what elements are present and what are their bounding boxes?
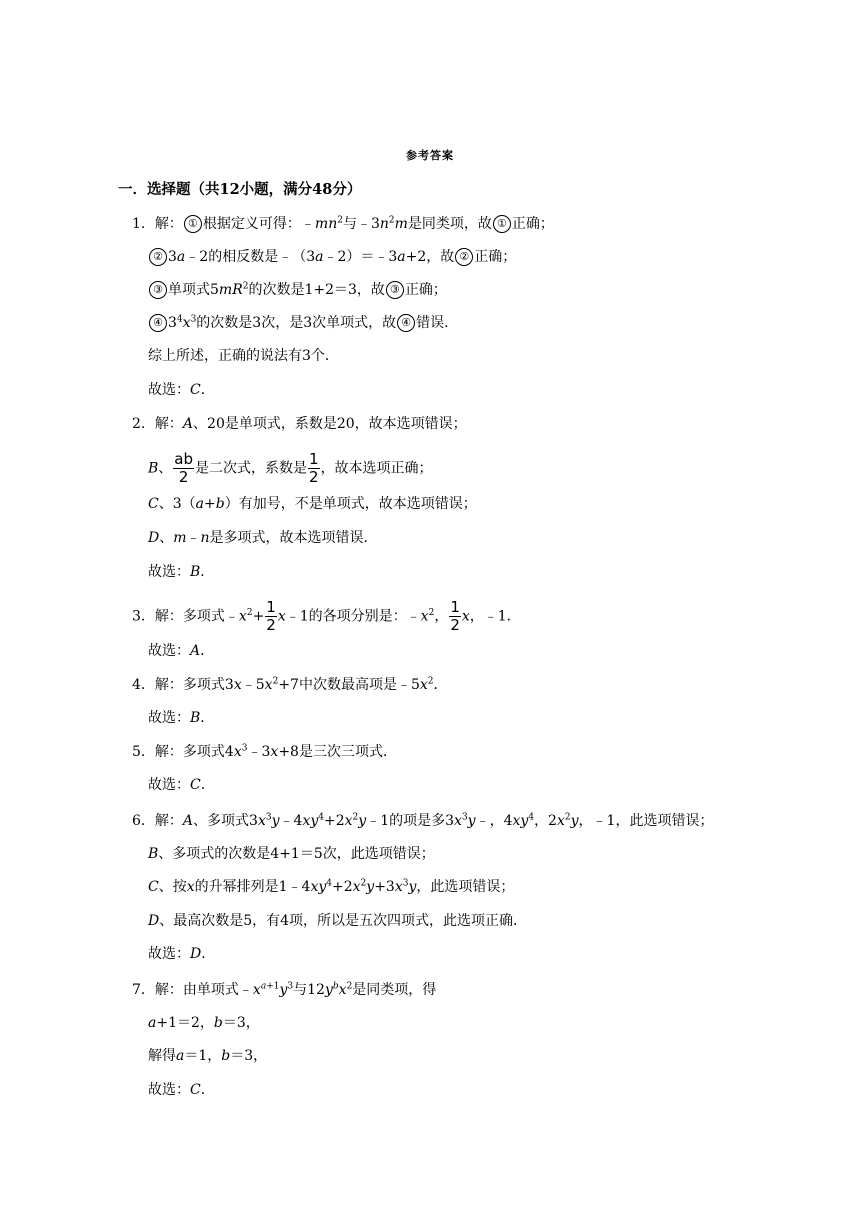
- q7-answer: 故选：C．: [148, 1082, 215, 1098]
- q6-line-d: D、最高次数是5，有4项，所以是五次四项式，此选项正确．: [148, 913, 528, 929]
- q5-answer: 故选：C．: [148, 777, 215, 793]
- q6-line-b: B、多项式的次数是4+1＝5次，此选项错误；: [148, 846, 435, 862]
- circled-number: ①: [493, 215, 511, 233]
- q4-answer: 故选：B．: [148, 710, 215, 726]
- q6-line-a: 6．解：A、多项式$3x^3y﹣4xy^4+2x^2y﹣1$的项是多$3x^3y﹣$，$4xy^4$，$2x^2y$，﹣1，此选项错误；: [132, 812, 714, 829]
- q5-line-1: 5．解：多项式$4x^3﹣3x+8$是三次三项式．: [132, 743, 397, 760]
- q1-line-3: ③ 单项式$5mR^2$的次数是1+2＝3，故 ③ 正确；: [148, 280, 447, 300]
- q2-line-c: C、3（a+b）有加号，不是单项式，故本选项错误；: [148, 496, 477, 512]
- circled-number: ②: [149, 248, 167, 266]
- q2-line-a: 2．解：A、20是单项式，系数是20，故本选项错误；: [132, 416, 467, 432]
- page-title: 参考答案: [406, 149, 454, 162]
- circled-number: ④: [149, 314, 167, 332]
- q6-answer: 故选：D．: [148, 946, 216, 962]
- q4-line-1: 4．解：多项式$3x﹣5x^2+7$中次数最高项是$﹣5x^2$．: [132, 676, 448, 693]
- circled-number: ③: [149, 281, 167, 299]
- q6-line-c: C、按x的升幂排列是$1﹣4xy^4+2x^2y+3x^3y$，此选项错误；: [148, 878, 515, 895]
- q3-answer: 故选：A．: [148, 643, 215, 659]
- section-heading: 一．选择题（共12小题，满分48分）: [118, 181, 362, 198]
- q1-line-4: ④ $3^4x^3$的次数是3次，是3次单项式，故 ④ 错误．: [148, 313, 458, 333]
- q7-line-1: 7．解：由单项式$﹣x^{a+1}y^3$与$12y^bx^2$是同类项，得: [132, 981, 437, 998]
- q1-line-2: ② 3a﹣2的相反数是﹣（3a﹣2）＝﹣3a+2，故 ② 正确；: [148, 247, 516, 267]
- q3-line-1: 3．解：多项式$﹣x^2+$ $\frac{1}{2}$ x﹣1的各项分别是：$﹣x^2$， $\frac{1}{2}$ x，﹣1．: [132, 598, 521, 634]
- q7-solution: 解得a＝1，b＝3，: [148, 1048, 268, 1064]
- q1-summary: 综上所述，正确的说法有3个．: [148, 348, 339, 364]
- q2-answer: 故选：B．: [148, 564, 215, 580]
- circled-number: ①: [184, 215, 202, 233]
- circled-number: ④: [397, 314, 415, 332]
- q2-line-d: D、m﹣n是多项式，故本选项错误．: [148, 530, 378, 546]
- q1-answer: 故选：C．: [148, 382, 215, 398]
- fraction-one-half: $\frac{1}{2}$: [266, 598, 276, 634]
- circled-number: ③: [386, 281, 404, 299]
- q2-line-b: B、 $\frac{ab}{2}$ 是二次式，系数是 $\frac{1}{2}$ ，故本选项正确；: [148, 450, 433, 486]
- q7-equation: a+1＝2，b＝3，: [148, 1015, 260, 1031]
- q1-line-1: 1．解： ① 根据定义可得：$﹣mn^2$与$﹣3n^2m$是同类项，故 ① 正确；: [132, 215, 554, 232]
- circled-number: ②: [455, 248, 473, 266]
- fraction-ab-over-2: $\frac{ab}{2}$: [174, 450, 194, 486]
- fraction-one-half: $\frac{1}{2}$: [309, 450, 319, 486]
- fraction-one-half: $\frac{1}{2}$: [450, 598, 460, 634]
